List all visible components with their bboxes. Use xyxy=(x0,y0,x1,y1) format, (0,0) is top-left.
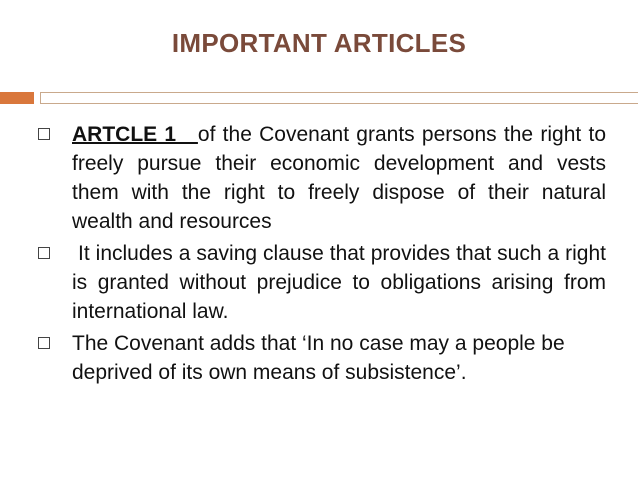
hollow-square-icon xyxy=(38,128,50,140)
bullet-list xyxy=(38,120,612,390)
title-accent-bar xyxy=(0,92,34,104)
article-heading: ARTCLE 1 xyxy=(72,123,198,146)
hollow-square-icon xyxy=(38,247,50,259)
hollow-square-icon xyxy=(38,337,50,349)
list-item-text: of the Covenant grants persons the right to freely pursue their economic development and vests them with the right to freely dispose of their natural wealth and resources xyxy=(72,123,606,233)
title-divider xyxy=(40,92,638,104)
list-item-text: The Covenant adds that ‘In no case may a people be deprived of its own means of subsistence’. xyxy=(72,332,565,384)
slide-title: IMPORTANT ARTICLES xyxy=(171,28,467,58)
list-item xyxy=(38,120,606,236)
list-item-text: It includes a saving clause that provides that such a right is granted without prejudice to obligations arising from international law. xyxy=(72,242,612,323)
list-item xyxy=(38,329,606,387)
list-item xyxy=(38,239,612,326)
